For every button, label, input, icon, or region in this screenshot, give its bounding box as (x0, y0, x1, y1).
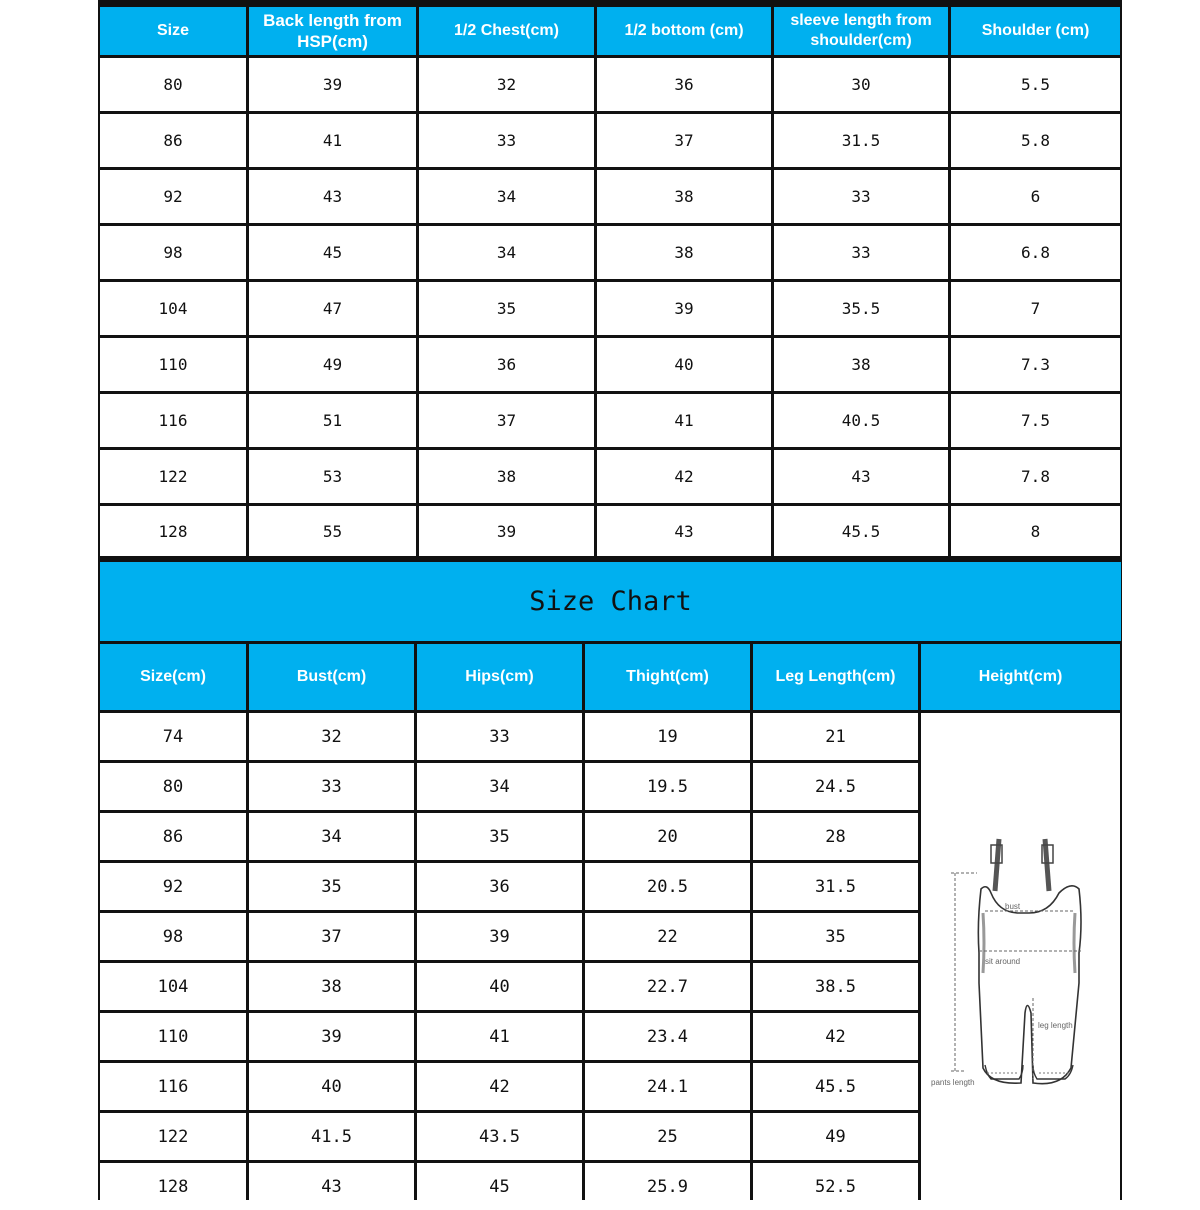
table1-cell-text: 6 (1030, 187, 1041, 206)
table1-header-1-text: Back length from HSP(cm) (263, 10, 402, 51)
table1-cell-text: 53 (322, 467, 343, 486)
table1-cell (419, 338, 594, 391)
table1-cell (249, 450, 416, 503)
table1-cell-text: 7.3 (1021, 355, 1050, 374)
table1-cell-text: 6.8 (1021, 243, 1050, 262)
table1-cell-text: 33 (851, 243, 871, 262)
size-chart-cell (417, 863, 582, 910)
table1-cell (597, 506, 771, 556)
size-chart-cell-text: 45.5 (815, 1076, 856, 1097)
size-chart-cell-text: 23.4 (647, 1026, 688, 1047)
size-chart-cell (753, 863, 918, 910)
table1-cell-text: 38 (496, 467, 517, 486)
size-chart-header-3 (585, 644, 750, 710)
table1-cell-text: 39 (496, 521, 517, 541)
pants-length-label: pants length (931, 1078, 975, 1087)
table1-cell (100, 338, 246, 391)
table1-cell-text: 39 (322, 75, 343, 94)
size-chart-header-0 (100, 644, 246, 710)
table1-cell-text: 110 (158, 355, 188, 374)
table1-cell-text: 92 (163, 187, 183, 206)
size-chart-cell-text: 43.5 (479, 1126, 520, 1147)
size-chart-cell (100, 713, 246, 760)
table1-header-3 (597, 7, 771, 55)
size-chart-cell-text: 40 (321, 1076, 342, 1097)
size-chart-cell-text: 42 (489, 1076, 510, 1097)
table1-cell-text: 45 (322, 243, 343, 262)
size-chart-cell (417, 713, 582, 760)
table1-cell-text: 40.5 (841, 411, 881, 430)
size-chart-cell-text: 92 (162, 876, 184, 897)
table1-cell-text: 36 (496, 355, 517, 374)
table1-cell-text: 128 (158, 521, 188, 541)
size-chart-cell (753, 1163, 918, 1210)
table1-header-1 (249, 7, 416, 55)
table1-cell-text: 5.5 (1021, 75, 1050, 94)
size-chart-cell-text: 37 (321, 926, 342, 947)
table1-cell (419, 58, 594, 111)
table1-cell (249, 226, 416, 279)
table1-cell-text: 98 (163, 243, 183, 262)
table1-cell (774, 282, 948, 335)
overalls-diagram-cell (921, 713, 1120, 1201)
right-strap (1045, 839, 1049, 891)
size-chart-cell-text: 24.5 (815, 776, 856, 797)
size-chart-cell-text: 34 (321, 826, 342, 847)
table1-cell (419, 394, 594, 447)
size-chart-cell-text: 38.5 (815, 976, 856, 997)
table1-cell-text: 34 (496, 187, 517, 206)
table1-cell (774, 226, 948, 279)
table1-cell-text: 37 (496, 411, 517, 430)
table1-cell (951, 450, 1120, 503)
size-chart-cell-text: 24.1 (647, 1076, 688, 1097)
size-chart-cell-text: 86 (162, 826, 184, 847)
table1-cell (100, 58, 246, 111)
size-chart-cell (753, 1113, 918, 1160)
size-chart-cell-text: 41.5 (311, 1126, 352, 1147)
size-chart-cell-text: 35 (489, 826, 510, 847)
size-chart-header-4-text: Leg Length(cm) (775, 668, 896, 685)
table1-cell (419, 170, 594, 223)
size-chart-cell (417, 813, 582, 860)
table1-cell (951, 170, 1120, 223)
size-chart-cell-text: 22.7 (647, 976, 688, 997)
size-chart-cell-text: 36 (489, 876, 510, 897)
size-chart-cell (100, 913, 246, 960)
table1-cell-text: 47 (322, 299, 343, 318)
size-chart-cell (753, 913, 918, 960)
table1-cell (597, 450, 771, 503)
table1-cell (774, 170, 948, 223)
table1-cell-text: 43 (851, 467, 871, 486)
size-chart-cell (417, 963, 582, 1010)
table1-cell-text: 38 (674, 243, 694, 262)
table1-cell-text: 35.5 (841, 299, 881, 318)
table1-header-0 (100, 7, 246, 55)
table1-cell (597, 170, 771, 223)
size-chart-cell (249, 1163, 414, 1210)
size-chart-header-1 (249, 644, 414, 710)
table1-cell (951, 338, 1120, 391)
table1-cell-text: 43 (674, 521, 694, 541)
size-chart-cell (417, 1163, 582, 1210)
table1-cell-text: 36 (674, 75, 694, 94)
size-chart-cell-text: 28 (825, 826, 846, 847)
table1-cell-text: 55 (322, 521, 343, 541)
table1-cell (100, 226, 246, 279)
table1-cell-text: 86 (163, 131, 183, 150)
size-chart-cell (417, 913, 582, 960)
size-chart-cell (249, 1013, 414, 1060)
table1-cell (774, 450, 948, 503)
size-chart-cell (100, 1163, 246, 1210)
table1-cell-text: 33 (496, 131, 517, 150)
overalls-shading (983, 913, 984, 973)
table1-cell-text: 31.5 (841, 131, 881, 150)
size-chart-cell-text: 20 (657, 826, 678, 847)
size-chart-cell (249, 1113, 414, 1160)
table1-header-0-text: Size (156, 22, 189, 39)
size-chart-cell (100, 963, 246, 1010)
table1-cell (951, 226, 1120, 279)
table1-cell (249, 282, 416, 335)
size-chart-header-2 (417, 644, 582, 710)
size-chart-cell-text: 35 (321, 876, 342, 897)
size-chart-cell-text: 25.9 (647, 1176, 688, 1197)
size-chart-header-5-text: Height(cm) (978, 668, 1063, 685)
size-chart-cell-text: 39 (489, 926, 510, 947)
size-chart-cell (753, 1063, 918, 1110)
table1-cell-text: 122 (158, 467, 188, 486)
size-chart-cell-text: 32 (321, 726, 342, 747)
size-chart-cell-text: 74 (162, 726, 184, 747)
size-chart-header-4 (753, 644, 918, 710)
table1-cell (249, 58, 416, 111)
table1-cell-text: 80 (163, 75, 183, 94)
size-chart-cell-text: 98 (162, 926, 184, 947)
overalls-diagram (921, 713, 1121, 1201)
table1-cell-text: 41 (322, 131, 343, 150)
table1-cell (419, 226, 594, 279)
size-chart-cell-text: 21 (825, 726, 846, 747)
table1-header-4-text: sleeve length from shoulder(cm) (790, 12, 932, 49)
size-chart-cell (249, 863, 414, 910)
size-chart-cell-text: 128 (157, 1176, 189, 1197)
size-chart-sheet (98, 0, 1122, 1200)
table1-cell-text: 45.5 (841, 521, 881, 541)
size-chart-cell (100, 763, 246, 810)
table1-cell-text: 104 (158, 299, 188, 318)
table1-cell-text: 32 (496, 75, 517, 94)
table1-header-3-text: 1/2 bottom (cm) (624, 22, 744, 39)
size-chart-cell-text: 38 (321, 976, 342, 997)
size-chart-cell-text: 25 (657, 1126, 678, 1147)
size-chart-cell (753, 713, 918, 760)
size-chart-cell-text: 42 (825, 1026, 846, 1047)
bust-label: bust (1005, 902, 1021, 911)
table1-cell-text: 39 (674, 299, 694, 318)
size-chart-header-5 (921, 644, 1120, 710)
size-chart-cell (417, 763, 582, 810)
size-chart-cell-text: 33 (489, 726, 510, 747)
size-chart-cell (417, 1013, 582, 1060)
table1-cell (951, 506, 1120, 556)
table1-cell-text: 51 (322, 411, 343, 430)
table1-cell-text: 7 (1030, 299, 1041, 318)
table1-cell (249, 394, 416, 447)
size-chart-cell (753, 963, 918, 1010)
table1-cell-text: 116 (158, 411, 188, 430)
sit-around-label: sit around (985, 957, 1021, 966)
size-chart-cell (585, 813, 750, 860)
table1-cell (249, 506, 416, 556)
size-chart-cell (753, 1013, 918, 1060)
size-chart-cell (100, 1113, 246, 1160)
size-chart-cell-text: 33 (321, 776, 342, 797)
size-chart-title: Size Chart (529, 586, 692, 617)
table1-cell-text: 40 (674, 355, 694, 374)
size-chart-cell-text: 41 (489, 1026, 510, 1047)
size-chart-cell (100, 813, 246, 860)
size-chart-header-0-text: Size(cm) (140, 668, 206, 685)
table1-cell (951, 282, 1120, 335)
size-chart-cell-text: 110 (157, 1026, 189, 1047)
table1-cell (774, 338, 948, 391)
table1-header-5-text: Shoulder (cm) (981, 22, 1090, 39)
size-chart-cell-text: 80 (162, 776, 184, 797)
table1-cell (951, 58, 1120, 111)
size-chart-cell (585, 763, 750, 810)
size-chart-cell (417, 1063, 582, 1110)
leg-length-label: leg length (1038, 1021, 1073, 1030)
table1-cell (100, 282, 246, 335)
table1-cell (100, 170, 246, 223)
size-chart-cell (100, 1063, 246, 1110)
size-chart-cell (753, 813, 918, 860)
table1-cell (774, 58, 948, 111)
table1-cell-text: 38 (851, 355, 871, 374)
table1-cell (249, 114, 416, 167)
size-chart-cell (249, 1063, 414, 1110)
table1-cell (100, 394, 246, 447)
table1-cell-text: 7.8 (1021, 467, 1050, 486)
table1-cell-text: 5.8 (1021, 131, 1050, 150)
table1-cell (100, 450, 246, 503)
table1-cell (419, 506, 594, 556)
table1-cell-text: 42 (674, 467, 694, 486)
table1-cell (100, 506, 246, 556)
table1-cell (419, 282, 594, 335)
size-chart-cell-text: 19 (657, 726, 678, 747)
size-chart-cell-text: 35 (825, 926, 846, 947)
table1-cell-text: 34 (496, 243, 517, 262)
table1-cell-text: 49 (322, 355, 343, 374)
table1-cell-text: 37 (674, 131, 694, 150)
size-chart-cell-text: 45 (489, 1176, 510, 1197)
table1-cell (951, 394, 1120, 447)
table1-header-2 (419, 7, 594, 55)
table1-cell (774, 506, 948, 556)
size-chart-cell-text: 49 (825, 1126, 846, 1147)
table1-cell (249, 338, 416, 391)
table1-cell (597, 338, 771, 391)
size-chart-cell (585, 1013, 750, 1060)
size-chart-cell (100, 1013, 246, 1060)
size-chart-cell (249, 963, 414, 1010)
size-chart-cell (417, 1113, 582, 1160)
size-chart-cell-text: 122 (157, 1126, 189, 1147)
table1-cell-text: 8 (1030, 521, 1041, 541)
size-chart-cell-text: 116 (157, 1076, 189, 1097)
size-chart-cell-text: 34 (489, 776, 510, 797)
size-chart-header-2-text: Hips(cm) (465, 668, 534, 685)
size-chart-cell-text: 19.5 (647, 776, 688, 797)
size-chart-title-banner (100, 562, 1121, 641)
table1-cell (597, 226, 771, 279)
table1-cell-text: 43 (322, 187, 343, 206)
table1-cell (951, 114, 1120, 167)
size-chart-cell-text: 31.5 (815, 876, 856, 897)
overalls-outline (978, 886, 1081, 1084)
size-chart-cell-text: 40 (489, 976, 510, 997)
table1-cell-text: 7.5 (1021, 411, 1050, 430)
table1-cell-text: 38 (674, 187, 694, 206)
table1-header-5 (951, 7, 1120, 55)
size-chart-cell (249, 913, 414, 960)
table1-header-4 (774, 7, 948, 55)
size-chart-header-1-text: Bust(cm) (296, 668, 367, 685)
size-chart-cell (100, 863, 246, 910)
size-chart-cell (585, 1113, 750, 1160)
size-chart-cell (585, 913, 750, 960)
table1-cell (597, 282, 771, 335)
size-chart-cell (585, 963, 750, 1010)
left-strap (995, 839, 999, 891)
size-chart-cell (585, 863, 750, 910)
size-chart-cell (249, 813, 414, 860)
size-chart-cell (249, 763, 414, 810)
table1-cell-text: 35 (496, 299, 517, 318)
size-chart-cell-text: 22 (657, 926, 678, 947)
table1-cell (419, 114, 594, 167)
table1-cell (100, 114, 246, 167)
size-chart-cell-text: 104 (157, 976, 189, 997)
table1-cell (597, 58, 771, 111)
size-chart-cell (585, 713, 750, 760)
table1-header-2-text: 1/2 Chest(cm) (454, 22, 559, 39)
size-chart-cell-text: 39 (321, 1026, 342, 1047)
size-chart-cell-text: 20.5 (647, 876, 688, 897)
table1-cell (597, 394, 771, 447)
table1-cell (419, 450, 594, 503)
size-chart-cell-text: 43 (321, 1176, 342, 1197)
table1-cell (597, 114, 771, 167)
table1-cell-text: 41 (674, 411, 694, 430)
table1-cell-text: 30 (851, 75, 871, 94)
size-chart-cell (753, 763, 918, 810)
table1-cell-text: 33 (851, 187, 871, 206)
size-chart-cell (249, 713, 414, 760)
size-chart-cell (585, 1063, 750, 1110)
table1-cell (774, 394, 948, 447)
size-chart-header-3-text: Thight(cm) (626, 668, 709, 685)
size-chart-cell (585, 1163, 750, 1210)
size-chart-cell-text: 52.5 (815, 1176, 856, 1197)
table1-cell (249, 170, 416, 223)
table1-cell (774, 114, 948, 167)
